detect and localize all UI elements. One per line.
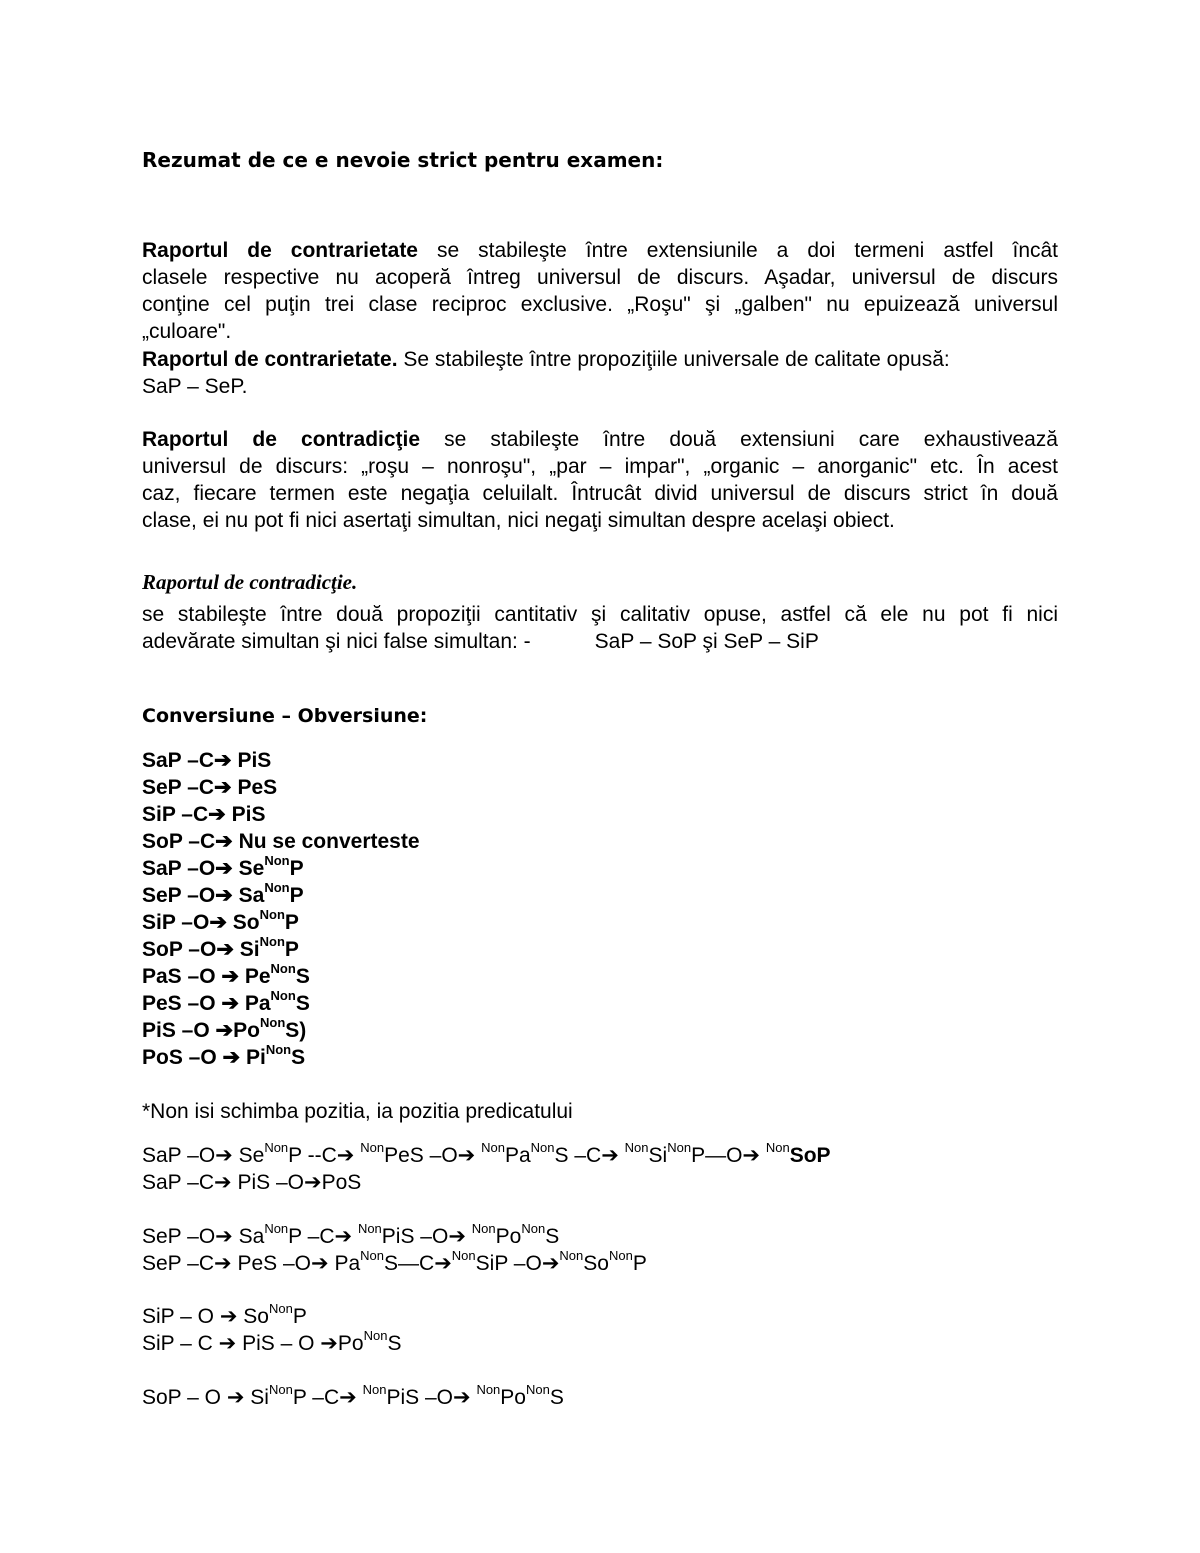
superscript-non: Non bbox=[259, 934, 285, 949]
arrow-icon: ➔ bbox=[215, 884, 233, 907]
arrow-icon: ➔ bbox=[215, 1019, 234, 1042]
superscript-non: Non bbox=[521, 1221, 546, 1236]
superscript-non: Non bbox=[476, 1382, 501, 1397]
arrow-icon: ➔ bbox=[336, 1144, 355, 1167]
term-contrarietate: Raportul de contrarietate bbox=[142, 239, 418, 262]
superscript-non: Non bbox=[264, 853, 290, 868]
arrow-icon: ➔ bbox=[215, 1225, 233, 1248]
rule-line: SaP –O➔ $Se^{Non}P$ bbox=[142, 853, 304, 880]
arrow-icon: ➔ bbox=[457, 1144, 476, 1167]
arrow-icon: ➔ bbox=[311, 1252, 329, 1275]
term-contrarietate-prop: Raportul de contrarietate. bbox=[142, 348, 398, 371]
rule-line: SiP –O➔ $So^{Non}P$ bbox=[142, 907, 299, 934]
rule-line: SeP –C➔ PeS bbox=[142, 776, 278, 799]
superscript-non: Non bbox=[624, 1140, 649, 1155]
superscript-non: Non bbox=[451, 1248, 476, 1263]
term-contradictie: Raportul de contradicţie bbox=[142, 428, 421, 451]
superscript-non: Non bbox=[363, 1328, 388, 1343]
rule-line: PaS –O ➔ $Pe^{Non}S$ bbox=[142, 961, 310, 988]
rule-line: SeP –O➔ $Sa^{Non}P$ bbox=[142, 880, 304, 907]
rule-line: SiP –C➔ PiS bbox=[142, 803, 266, 826]
arrow-icon: ➔ bbox=[209, 911, 227, 934]
chains-group-sop bbox=[142, 1384, 1058, 1411]
arrow-icon: ➔ bbox=[214, 1171, 232, 1194]
arrow-icon: ➔ bbox=[226, 1386, 245, 1409]
arrow-icon: ➔ bbox=[218, 1332, 237, 1355]
superscript-non: Non bbox=[559, 1248, 584, 1263]
heading-contradictie: Raportul de contradicţie. bbox=[142, 570, 358, 594]
superscript-non: Non bbox=[481, 1140, 505, 1155]
superscript-non: Non bbox=[259, 907, 285, 922]
chain-line: SaP –C➔ PiS –O➔PoS bbox=[142, 1171, 362, 1194]
rules-list bbox=[142, 747, 1058, 1071]
page-title: Rezumat de ce e nevoie strict pentru examen: bbox=[142, 148, 664, 172]
paragraph-contradictie-propositions: se stabileşte între două propoziţii cantitativ şi calitativ opuse, astfel că ele nu pot fi nici adevărate simultan şi nici false simultan: - SaP – SoP şi SeP – SiP bbox=[142, 603, 1058, 653]
rule-line: SaP –C➔ PiS bbox=[142, 749, 272, 772]
arrow-icon: ➔ bbox=[221, 992, 239, 1015]
arrow-icon: ➔ bbox=[214, 749, 232, 772]
arrow-icon: ➔ bbox=[601, 1144, 619, 1167]
superscript-non: Non bbox=[265, 1042, 292, 1057]
superscript-non: Non bbox=[268, 1301, 293, 1316]
superscript-non: Non bbox=[362, 1382, 387, 1397]
arrow-icon: ➔ bbox=[208, 803, 226, 826]
rule-line: SoP –C➔ Nu se converteste bbox=[142, 830, 420, 853]
arrow-icon: ➔ bbox=[219, 1305, 238, 1328]
superscript-non: Non bbox=[270, 988, 296, 1003]
chains-group-sap bbox=[142, 1142, 1058, 1196]
superscript-non: Non bbox=[357, 1221, 382, 1236]
arrow-icon: ➔ bbox=[214, 1252, 232, 1275]
arrow-icon: ➔ bbox=[221, 965, 239, 988]
chains-group-sip bbox=[142, 1303, 1058, 1357]
arrow-icon: ➔ bbox=[434, 1252, 452, 1275]
arrow-icon: ➔ bbox=[541, 1252, 560, 1275]
paragraph-contrarietate-terms: Raportul de contrarietate se stabileşte între extensiunile a doi termeni astfel încât clasele respective nu acoperă întreg universul de discurs. Aşadar, universul de discurs conţine cel puţin trei clase reciproc exclusive. „Roşu" şi „galben" nu epuizează universul „culoare". bbox=[142, 239, 1059, 343]
arrow-icon: ➔ bbox=[452, 1386, 471, 1409]
arrow-icon: ➔ bbox=[334, 1225, 353, 1248]
superscript-non: Non bbox=[264, 1221, 289, 1236]
arrow-icon: ➔ bbox=[215, 1144, 233, 1167]
arrow-icon: ➔ bbox=[216, 938, 234, 961]
arrow-icon: ➔ bbox=[742, 1144, 761, 1167]
chain-line: SeP –C➔ PeS –O➔ $Pa^{Non}S—C➔^{Non}SiP$ $-O➔^{Non}So^{Non}P$ bbox=[142, 1248, 647, 1275]
arrow-icon: ➔ bbox=[339, 1386, 357, 1409]
superscript-non: Non bbox=[360, 1248, 384, 1263]
rule-line: PiS –O $➔Po^{Non}S$) bbox=[142, 1015, 307, 1042]
arrow-icon: ➔ bbox=[303, 1171, 322, 1194]
rule-line: SoP –O➔ $Si^{Non}P$ bbox=[142, 934, 299, 961]
superscript-non: Non bbox=[765, 1140, 790, 1155]
paragraph-contrarietate-propositions: Raportul de contrarietate. Se stabileşte între propoziţiile universale de calitate opusă: SaP – SeP. bbox=[142, 348, 950, 398]
note: *Non isi schimba pozitia, ia pozitia predicatului bbox=[142, 1100, 573, 1123]
chain-line: SeP –O➔ $Sa^{Non}P$ –C➔ $^{Non}$PiS –O➔ $^{Non}Po^{Non}S$ bbox=[142, 1221, 560, 1248]
chain-line: SiP – C ➔ PiS – O $➔Po^{Non}S$ bbox=[142, 1328, 402, 1355]
superscript-non: Non bbox=[264, 1140, 289, 1155]
arrow-icon: ➔ bbox=[215, 830, 233, 853]
superscript-non: Non bbox=[268, 1382, 293, 1397]
paragraph-contradictie-terms: Raportul de contradicţie se stabileşte între două extensiuni care exhaustivează universul de discurs: „roşu – nonroşu", „par – impar", „organic – anorganic" etc. În acest caz, fiecare termen este negaţia celuilalt. Întrucât divid universul de discurs strict în două clase, ei nu pot fi nici asertaţi simultan, nici negaţi simultan despre acelaşi obiect. bbox=[142, 428, 1058, 532]
superscript-non: Non bbox=[259, 1015, 286, 1030]
arrow-icon: ➔ bbox=[222, 1046, 241, 1069]
superscript-non: Non bbox=[608, 1248, 633, 1263]
superscript-non: Non bbox=[270, 961, 296, 976]
rule-line: PeS –O ➔ $Pa^{Non}S$ bbox=[142, 988, 310, 1015]
chain-line: SoP – O ➔ $Si^{Non}P$ –C➔ $^{Non}$PiS –O➔ $^{Non}Po^{Non}S$ bbox=[142, 1382, 564, 1409]
superscript-non: Non bbox=[525, 1382, 550, 1397]
superscript-non: Non bbox=[667, 1140, 692, 1155]
arrow-icon: ➔ bbox=[215, 857, 233, 880]
rule-line: PoS –O ➔ $Pi^{Non}S$ bbox=[142, 1042, 306, 1069]
superscript-non: Non bbox=[471, 1221, 496, 1236]
heading-conversiune: Conversiune – Obversiune: bbox=[142, 705, 428, 727]
arrow-icon: ➔ bbox=[448, 1225, 466, 1248]
arrow-icon: ➔ bbox=[214, 776, 232, 799]
superscript-non: Non bbox=[360, 1140, 385, 1155]
chains-group-sep bbox=[142, 1223, 1058, 1277]
arrow-icon: ➔ bbox=[320, 1332, 338, 1355]
chain-line: SiP – O ➔ $So^{Non}P$ bbox=[142, 1301, 307, 1328]
superscript-non: Non bbox=[530, 1140, 555, 1155]
superscript-non: Non bbox=[264, 880, 290, 895]
chain-line: SaP –O➔ $Se^{Non}P$ --C➔ $^{Non}$PeS –O➔ $^{Non}Pa^{Non}S$ –C➔ $^{Non}Si^{Non}P—O➔$ $^{Non}$SoP bbox=[142, 1140, 831, 1167]
